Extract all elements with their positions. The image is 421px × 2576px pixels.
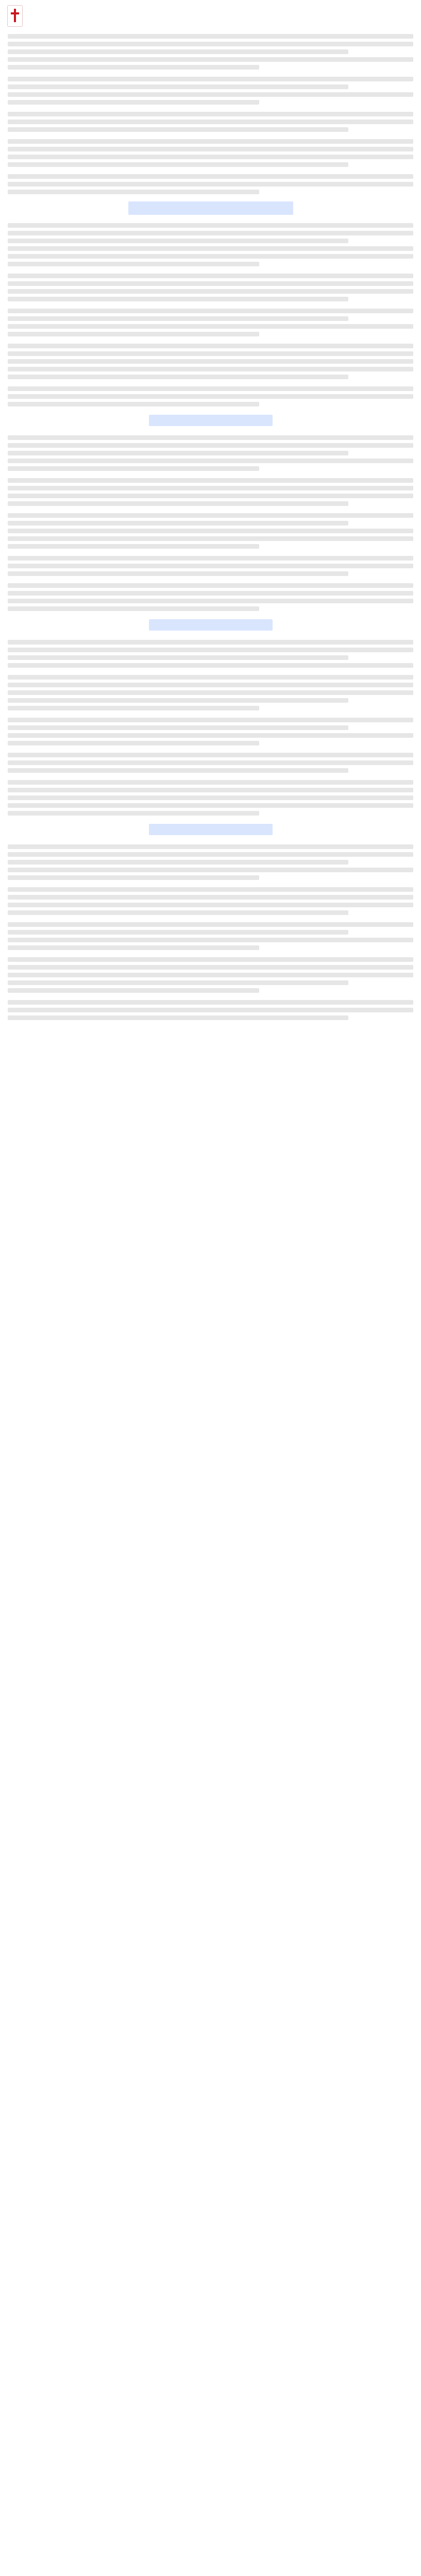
paragraph: [8, 34, 413, 70]
paragraph: [8, 887, 413, 915]
paragraph: [8, 77, 413, 105]
paragraph: [8, 344, 413, 379]
paragraph: [8, 844, 413, 880]
paragraph: [8, 583, 413, 611]
section-heading: [8, 618, 413, 632]
section-heading: [8, 823, 413, 836]
paragraph: [8, 922, 413, 950]
paragraph: [8, 556, 413, 576]
paragraph: [8, 274, 413, 301]
paragraph: [8, 957, 413, 993]
paragraph: [8, 753, 413, 773]
paragraph: [8, 309, 413, 336]
paragraph: [8, 386, 413, 406]
section-heading: [8, 201, 413, 215]
paragraph: [8, 435, 413, 471]
paragraph: [8, 675, 413, 710]
section-heading: [8, 414, 413, 427]
paragraph: [8, 174, 413, 194]
paragraph: [8, 112, 413, 132]
paragraph: [8, 640, 413, 668]
paragraph: [8, 139, 413, 167]
red-cross-logo-icon: [7, 5, 23, 27]
paragraph: [8, 1000, 413, 1020]
paragraph: [8, 780, 413, 816]
paragraph: [8, 478, 413, 506]
paragraph: [8, 223, 413, 266]
paragraph: [8, 718, 413, 745]
paragraph: [8, 513, 413, 549]
article-body: [8, 31, 413, 1027]
